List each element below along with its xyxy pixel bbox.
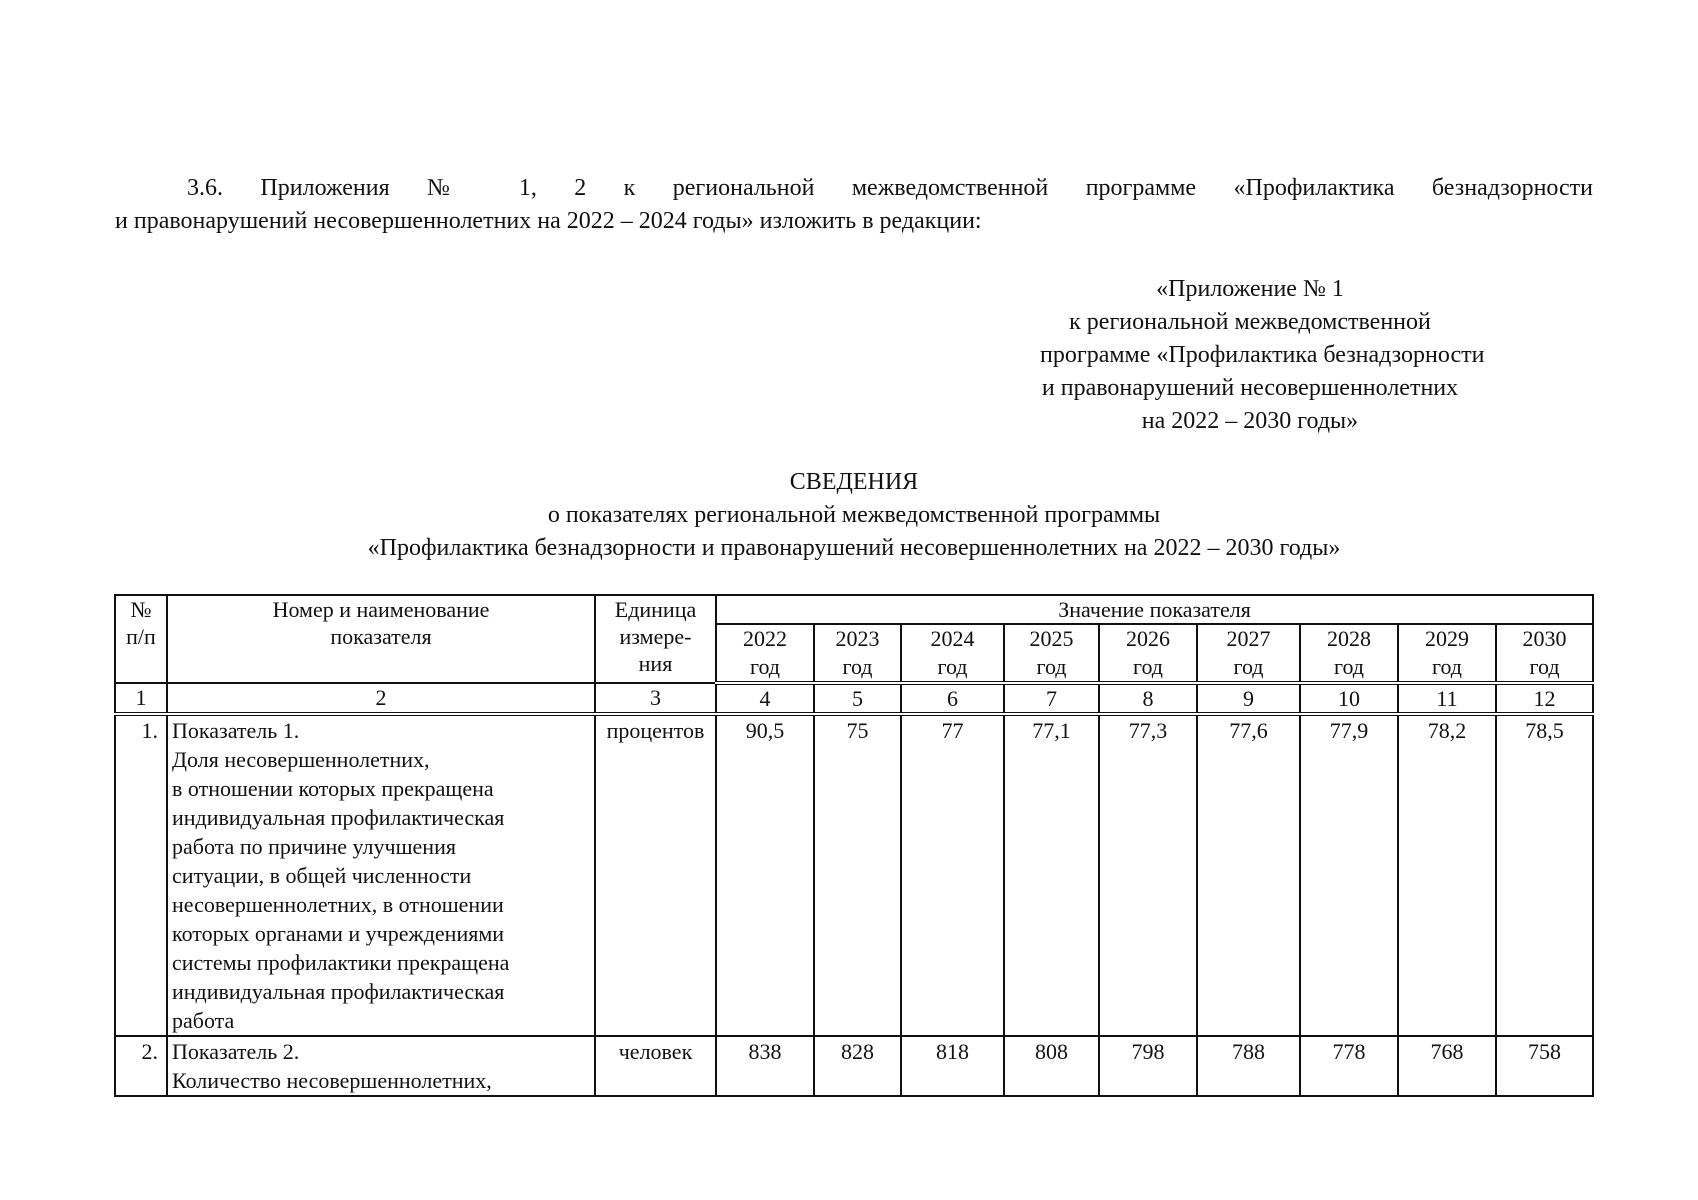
table-row [115, 714, 1593, 1036]
indicator-value: 798 [1099, 1036, 1197, 1096]
column-number: 10 [1300, 683, 1398, 714]
indicator-name: Показатель 1. Доля несовершеннолетних, в отношении которых прекращена индивидуальная профилактическая работа по причине улучшения ситуации, в общей численности несовершеннолетних, в отношении которых органами и учреждениями системы профилактики прекращена индивидуальная профилактическая работа [167, 714, 595, 1036]
header-unit: Единица измере- ния [595, 595, 716, 683]
row-number: 1. [115, 714, 167, 1036]
header-year: 2029 год [1398, 624, 1496, 683]
indicator-value: 768 [1398, 1036, 1496, 1096]
annex-line: на 2022 – 2030 годы» [1141, 408, 1359, 434]
indicator-value: 90,5 [716, 714, 814, 1036]
indicator-value: 758 [1496, 1036, 1593, 1096]
indicator-value: 78,5 [1496, 714, 1593, 1036]
column-number: 11 [1398, 683, 1496, 714]
indicator-unit: процентов [595, 714, 716, 1036]
column-number: 9 [1197, 683, 1300, 714]
header-year: 2024 год [901, 624, 1004, 683]
indicators-table [114, 594, 1594, 1097]
indicator-value: 78,2 [1398, 714, 1496, 1036]
header-year: 2027 год [1197, 624, 1300, 683]
header-name: Номер и наименование показателя [167, 595, 595, 683]
annex-caption [1040, 273, 1485, 438]
indicator-value: 818 [901, 1036, 1004, 1096]
indicator-unit: человек [595, 1036, 716, 1096]
column-number: 2 [167, 683, 595, 714]
column-number: 1 [115, 683, 167, 714]
intro-line-1: 3.6. Приложения № 1, 2 к региональной межведомственной программе «Профилактика безнадзорности [187, 175, 1593, 201]
indicator-value: 828 [814, 1036, 901, 1096]
header-row-1 [115, 595, 1593, 624]
column-number: 6 [901, 683, 1004, 714]
heading-program-name: «Профилактика безнадзорности и правонарушений несовершеннолетних на 2022 – 2030 годы» [367, 535, 1341, 561]
column-number: 5 [814, 683, 901, 714]
indicator-value: 838 [716, 1036, 814, 1096]
indicator-value: 77,3 [1099, 714, 1197, 1036]
header-year: 2028 год [1300, 624, 1398, 683]
column-number: 4 [716, 683, 814, 714]
column-number-row [115, 683, 1593, 714]
annex-line: программе «Профилактика безнадзорности [1040, 342, 1485, 368]
table-row [115, 1036, 1593, 1096]
column-number: 12 [1496, 683, 1593, 714]
header-year: 2026 год [1099, 624, 1197, 683]
indicator-value: 77,6 [1197, 714, 1300, 1036]
indicator-value: 808 [1004, 1036, 1099, 1096]
annex-line: и правонарушений несовершеннолетних [1041, 375, 1459, 401]
intro-line-2: и правонарушений несовершеннолетних на 2022 – 2024 годы» изложить в редакции: [115, 208, 982, 234]
header-year: 2023 год [814, 624, 901, 683]
header-values-group: Значение показателя [716, 595, 1593, 624]
annex-line: «Приложение № 1 [1156, 276, 1344, 302]
indicator-value: 778 [1300, 1036, 1398, 1096]
annex-line: к региональной межведомственной [1069, 309, 1431, 335]
column-number: 3 [595, 683, 716, 714]
indicator-value: 75 [814, 714, 901, 1036]
header-year: 2025 год [1004, 624, 1099, 683]
column-number: 8 [1099, 683, 1197, 714]
row-number: 2. [115, 1036, 167, 1096]
indicator-value: 77,9 [1300, 714, 1398, 1036]
indicator-value: 788 [1197, 1036, 1300, 1096]
indicator-value: 77,1 [1004, 714, 1099, 1036]
column-number: 7 [1004, 683, 1099, 714]
header-year: 2030 год [1496, 624, 1593, 683]
header-year: 2022 год [716, 624, 814, 683]
indicator-value: 77 [901, 714, 1004, 1036]
indicator-name: Показатель 2. Количество несовершеннолетних, [167, 1036, 595, 1096]
header-num: № п/п [115, 595, 167, 683]
section-heading [115, 466, 1593, 565]
heading-subtitle: о показателях региональной межведомственной программы [547, 502, 1161, 528]
intro-paragraph [115, 172, 1593, 238]
heading-title: СВЕДЕНИЯ [789, 469, 919, 495]
